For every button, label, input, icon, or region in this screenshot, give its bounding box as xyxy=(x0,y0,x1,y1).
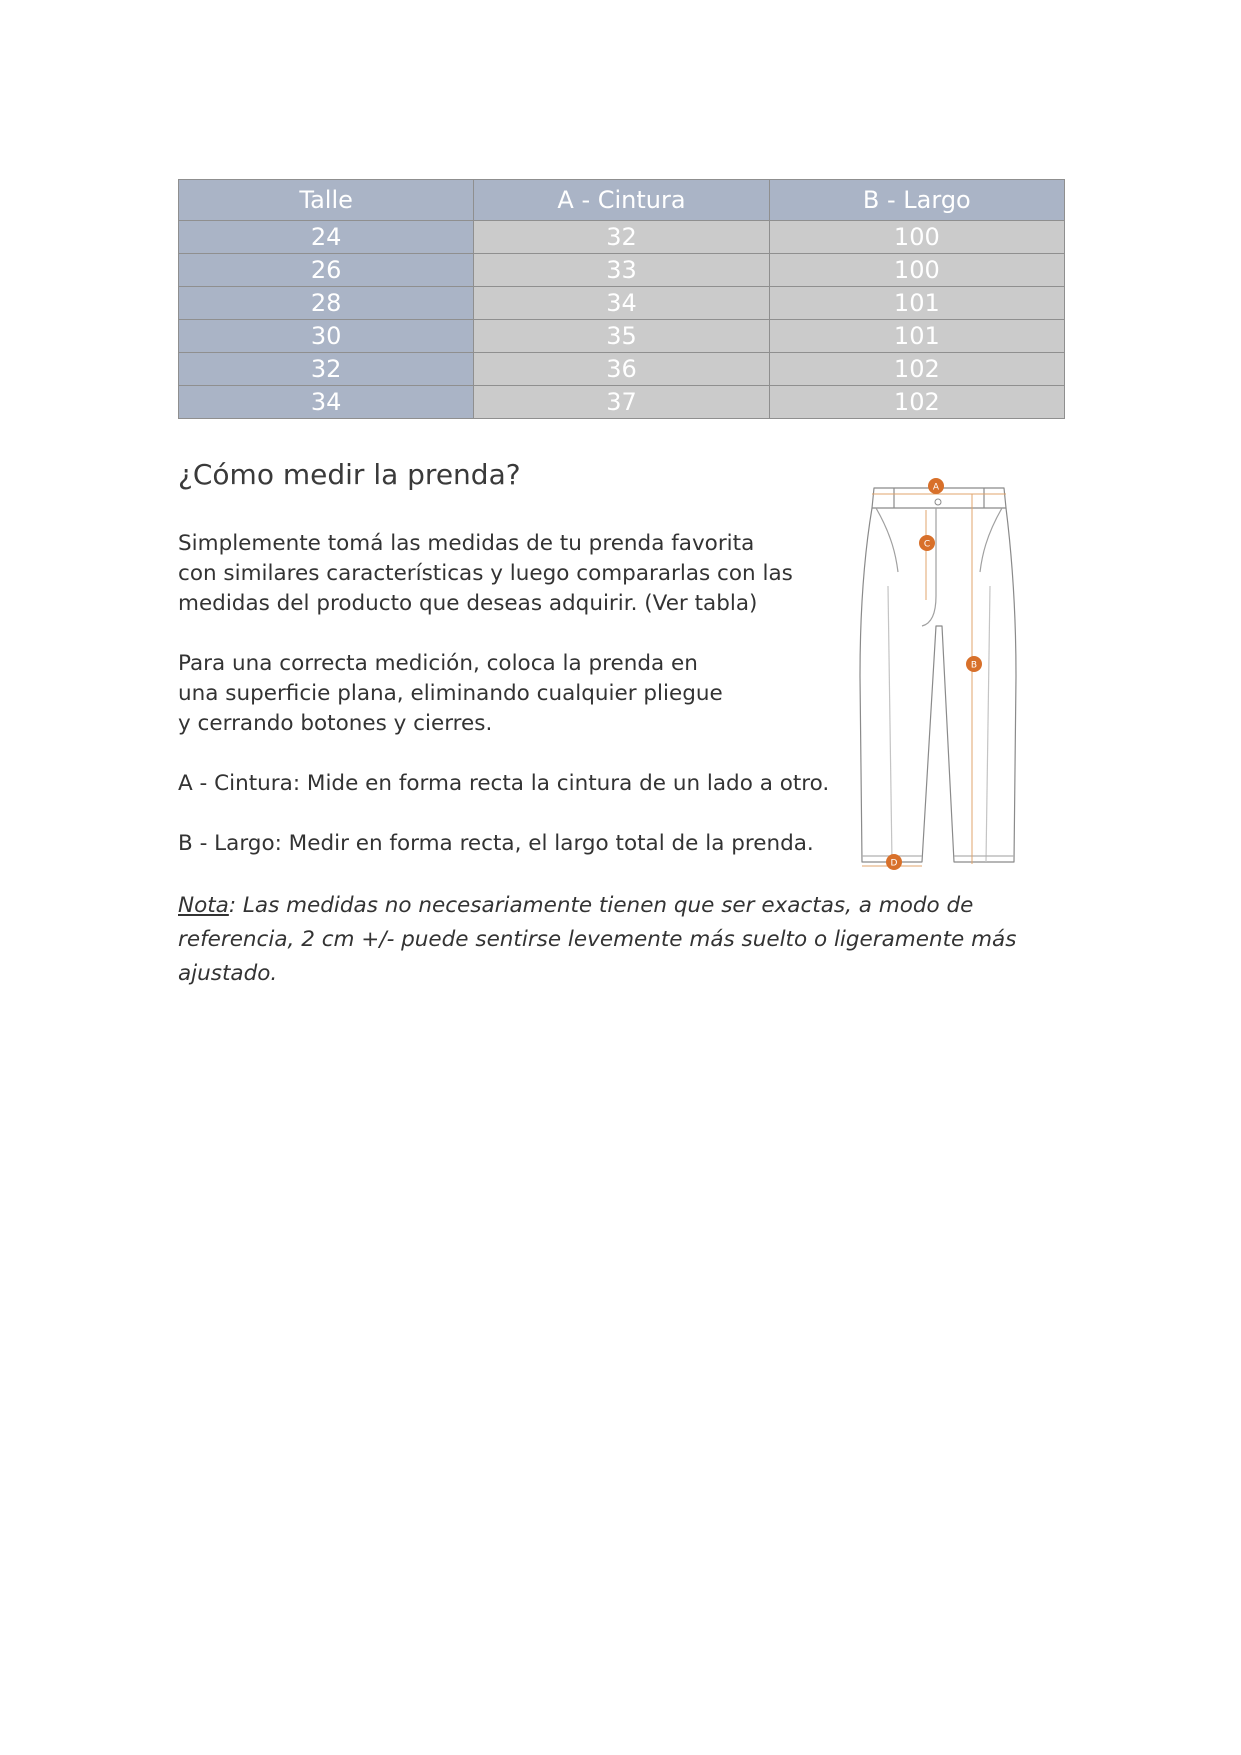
cell-talle: 32 xyxy=(179,353,474,386)
cell-talle: 28 xyxy=(179,287,474,320)
marker-d-icon xyxy=(886,854,902,870)
size-table xyxy=(178,179,1065,419)
cell-talle: 26 xyxy=(179,254,474,287)
cell-largo: 100 xyxy=(769,221,1064,254)
cell-cintura: 36 xyxy=(474,353,769,386)
cell-largo: 101 xyxy=(769,287,1064,320)
marker-c-icon xyxy=(919,535,935,551)
marker-a-label: A xyxy=(932,482,940,493)
cell-cintura: 37 xyxy=(474,386,769,419)
note-label: Nota xyxy=(178,893,229,918)
guide-paragraph-intro: Simplemente tomá las medidas de tu prenda favorita con similares características y luego compararlas con las medidas del producto que deseas adquirir. (Ver tabla) xyxy=(178,531,793,616)
cell-largo: 102 xyxy=(769,386,1064,419)
marker-a-icon xyxy=(928,478,944,494)
cell-talle: 24 xyxy=(179,221,474,254)
marker-d-label: D xyxy=(890,858,898,869)
guide-title: ¿Cómo medir la prenda? xyxy=(178,458,521,491)
guide-paragraph-largo: B - Largo: Medir en forma recta, el largo total de la prenda. xyxy=(178,831,814,856)
table-row xyxy=(179,353,1065,386)
cell-cintura: 34 xyxy=(474,287,769,320)
table-row xyxy=(179,386,1065,419)
size-table-header-row xyxy=(179,180,1065,221)
table-row xyxy=(179,287,1065,320)
cell-largo: 100 xyxy=(769,254,1064,287)
marker-c-label: C xyxy=(923,539,931,550)
header-talle: Talle xyxy=(179,180,474,221)
cell-cintura: 33 xyxy=(474,254,769,287)
note-text: : Las medidas no necesariamente tienen que ser exactas, a modo de referencia, 2 cm +/- puede sentirse levemente más suelto o ligeramente más ajustado. xyxy=(178,893,1017,986)
header-largo: B - Largo xyxy=(769,180,1064,221)
cell-talle: 30 xyxy=(179,320,474,353)
marker-b-icon xyxy=(966,656,982,672)
table-row xyxy=(179,254,1065,287)
guide-paragraph-cintura: A - Cintura: Mide en forma recta la cintura de un lado a otro. xyxy=(178,771,830,796)
cell-talle: 34 xyxy=(179,386,474,419)
cell-largo: 101 xyxy=(769,320,1064,353)
cell-cintura: 32 xyxy=(474,221,769,254)
marker-b-label: B xyxy=(970,660,978,671)
header-cintura: A - Cintura xyxy=(474,180,769,221)
cell-largo: 102 xyxy=(769,353,1064,386)
cell-cintura: 35 xyxy=(474,320,769,353)
guide-paragraph-flat-surface: Para una correcta medición, coloca la prenda en una superficie plana, eliminando cualquier pliegue y cerrando botones y cierres. xyxy=(178,651,723,736)
table-row xyxy=(179,221,1065,254)
pants-diagram xyxy=(856,476,1026,872)
table-row xyxy=(179,320,1065,353)
guide-note xyxy=(178,889,1078,991)
